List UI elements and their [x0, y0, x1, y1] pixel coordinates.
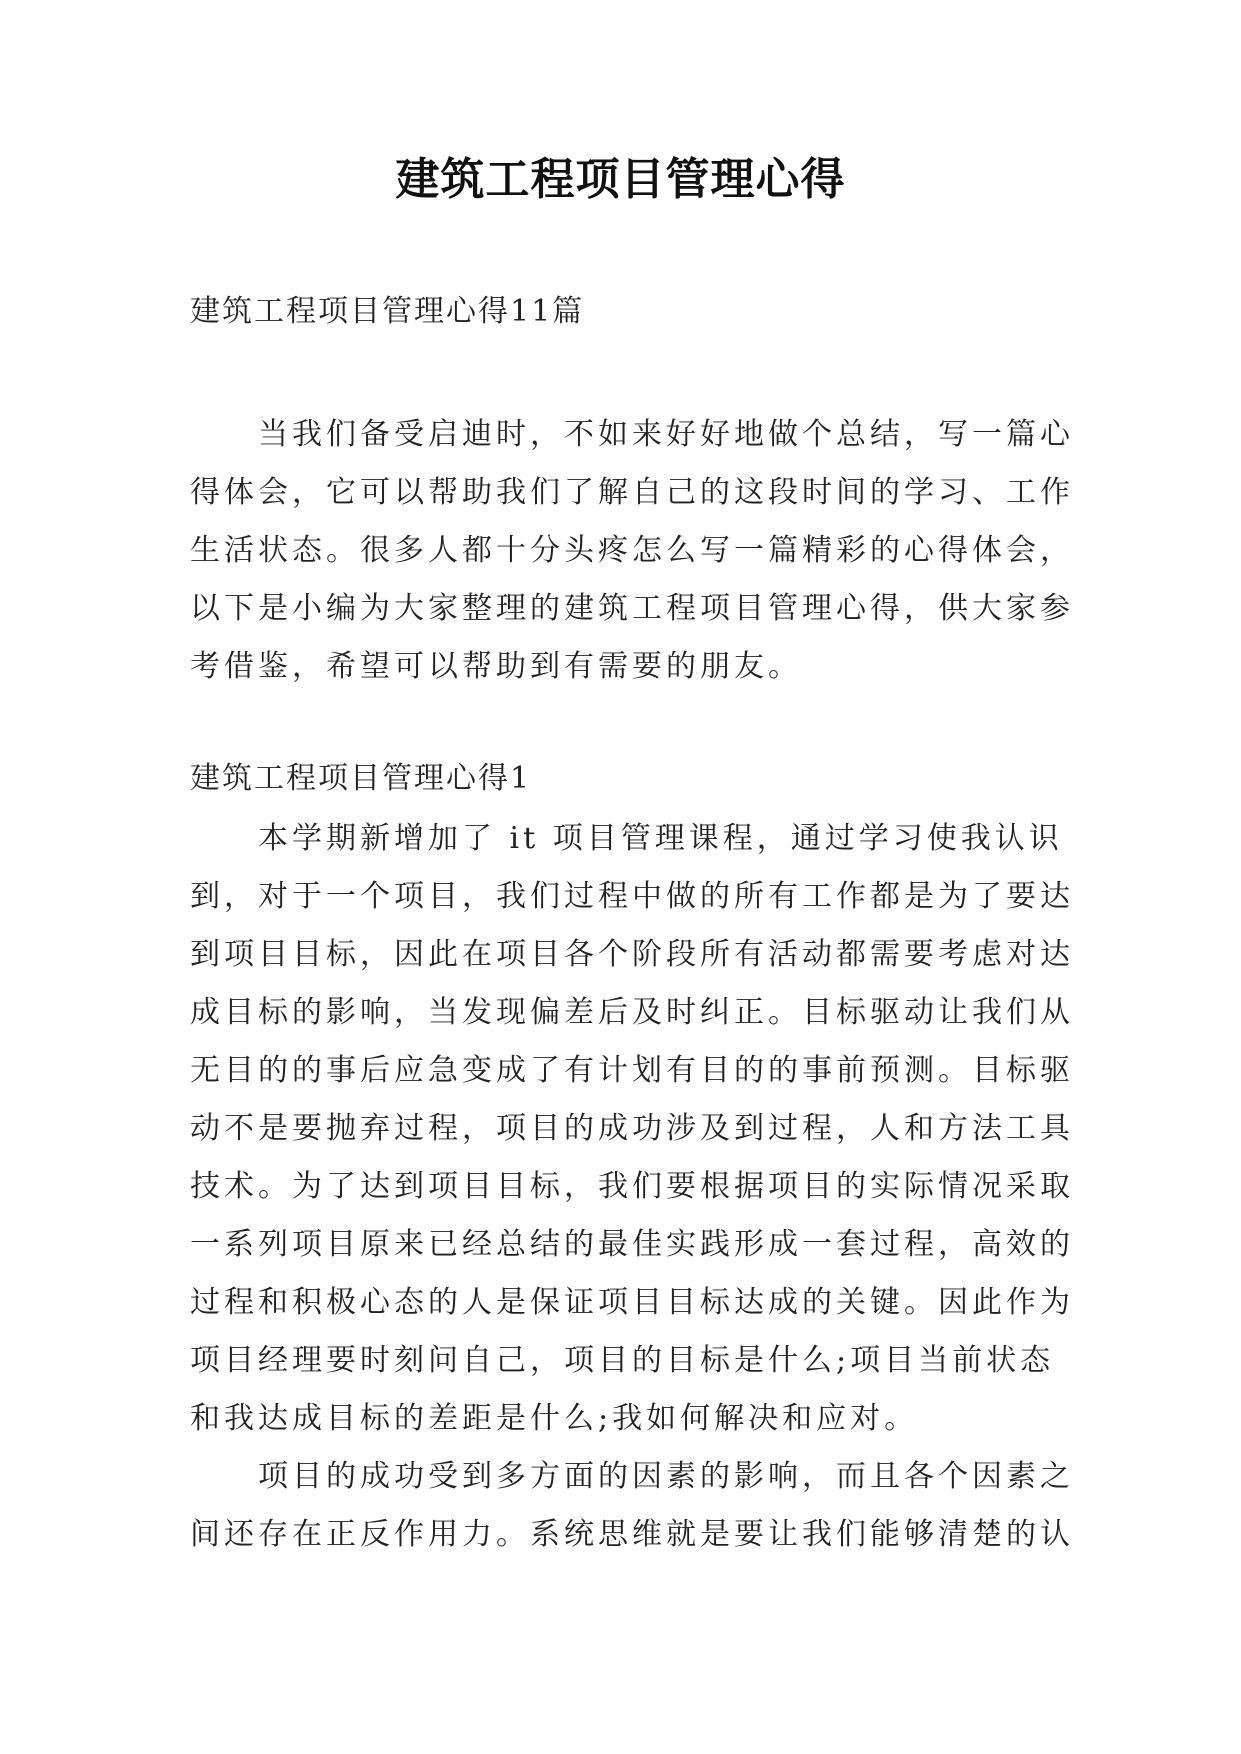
paragraph-line: 无目的的事后应急变成了有计划有目的的事前预测。目标驱: [190, 1053, 1074, 1088]
paragraph-line: 当我们备受启迪时，不如来好好地做个总结，写一篇心: [258, 417, 1074, 452]
paragraph-line: 动不是要抛弃过程，项目的成功涉及到过程，人和方法工具: [190, 1111, 1074, 1146]
paragraph-line: 考借鉴，希望可以帮助到有需要的朋友。: [190, 649, 802, 684]
paragraph-line: 到项目目标，因此在项目各个阶段所有活动都需要考虑对达: [190, 937, 1074, 972]
paragraph-line: 间还存在正反作用力。系统思维就是要让我们能够清楚的认: [190, 1517, 1074, 1552]
paragraph-line: 以下是小编为大家整理的建筑工程项目管理心得，供大家参: [190, 591, 1074, 626]
paragraph-line: 成目标的影响，当发现偏差后及时纠正。目标驱动让我们从: [190, 995, 1074, 1030]
paragraph-line: 过程和积极心态的人是保证项目目标达成的关键。因此作为: [190, 1285, 1074, 1320]
paragraph-line: 生活状态。很多人都十分头疼怎么写一篇精彩的心得体会，: [190, 533, 1074, 568]
paragraph-line: 本学期新增加了 it 项目管理课程，通过学习使我认识: [258, 821, 1063, 856]
paragraph-line: 得体会，它可以帮助我们了解自己的这段时间的学习、工作: [190, 475, 1074, 510]
section-1-body: [190, 810, 1074, 1564]
intro-paragraph: [190, 406, 1074, 696]
paragraph-line: 一系列项目原来已经总结的最佳实践形成一套过程，高效的: [190, 1227, 1074, 1262]
paragraph-line: 项目经理要时刻问自己，项目的目标是什么;项目当前状态: [190, 1343, 1055, 1378]
document-subtitle: 建筑工程项目管理心得11篇: [190, 294, 585, 329]
paragraph-line: 项目的成功受到多方面的因素的影响，而且各个因素之: [258, 1459, 1074, 1494]
paragraph-line: 到，对于一个项目，我们过程中做的所有工作都是为了要达: [190, 879, 1074, 914]
page-title: 建筑工程项目管理心得: [395, 154, 846, 205]
paragraph-line: 技术。为了达到项目目标，我们要根据项目的实际情况采取: [190, 1169, 1074, 1204]
section-heading: 建筑工程项目管理心得1: [190, 761, 532, 796]
paragraph-line: 和我达成目标的差距是什么;我如何解决和应对。: [190, 1401, 919, 1436]
